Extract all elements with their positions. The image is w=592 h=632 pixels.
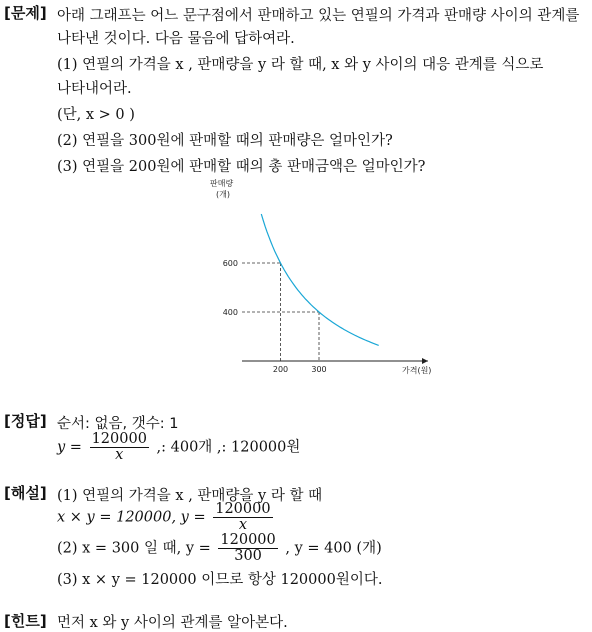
- answer-fraction: [90, 432, 149, 463]
- hint-line: 먼저 x 와 y 사이의 관계를 알아본다.: [57, 615, 288, 631]
- answer-denominator: x: [115, 447, 124, 463]
- solution-line1: (1) 연필의 가격을 x , 판매량을 y 라 할 때: [57, 488, 323, 504]
- solution-line2: [57, 502, 276, 533]
- x-axis-arrow: [422, 358, 428, 364]
- solution-line4: (3) x × y = 120000 이므로 항상 120000원이다.: [57, 572, 383, 588]
- y-tick-label: 600: [222, 259, 238, 268]
- price-sales-chart: [200, 178, 450, 378]
- solution-numerator2: 120000: [220, 532, 276, 548]
- x-tick-label: 300: [311, 365, 327, 374]
- answer-numerator: 120000: [91, 431, 147, 447]
- solution-fraction: [213, 502, 272, 533]
- problem-line: (2) 연필을 300원에 판매할 때의 판매량은 얼마인가?: [57, 133, 393, 149]
- x-axis-label: 가격(원): [402, 366, 432, 375]
- solution-numerator: 120000: [215, 501, 271, 517]
- y-axis-label: 판매량: [210, 179, 234, 188]
- solution-tag: [해설]: [4, 484, 47, 502]
- chart-labels: [210, 178, 431, 375]
- hint-tag: [힌트]: [4, 612, 47, 630]
- problem-line: 나타내어라.: [57, 81, 132, 97]
- problem-line: (단, x > 0 ): [57, 107, 135, 123]
- chart-guides: [242, 263, 319, 361]
- answer-line2: [57, 432, 300, 463]
- y-axis-label: (개): [216, 190, 230, 199]
- problem-line: (1) 연필의 가격을 x , 판매량을 y 라 할 때, x 와 y 사이의 대응 관계를 식으로: [57, 57, 544, 73]
- x-tick-label: 200: [272, 365, 289, 374]
- problem-line: 아래 그래프는 어느 문구점에서 판매하고 있는 연필의 가격과 판매량 사이의 관계를: [57, 8, 580, 24]
- answer-rest: ,: 400개 ,: 120000원: [151, 439, 301, 456]
- solution-denominator: x: [238, 517, 247, 533]
- series-curve: [261, 214, 378, 345]
- answer-line1: 순서: 없음, 갯수: 1: [57, 416, 179, 432]
- problem-tag: [문제]: [4, 4, 47, 22]
- y-tick-label: 400: [222, 308, 238, 317]
- answer-tag: [정답]: [4, 412, 47, 430]
- chart-axes: [242, 188, 428, 364]
- solution-eq2-result: , y = 400 (개): [280, 540, 382, 557]
- problem-line: (3) 연필을 200원에 판매할 때의 총 판매금액은 얼마인가?: [57, 159, 426, 175]
- solution-line3: [57, 533, 382, 564]
- problem-line: 나타낸 것이다. 다음 물음에 답하여라.: [57, 31, 295, 47]
- solution-denominator2: 300: [234, 548, 262, 564]
- answer-y-eq: y =: [57, 439, 82, 456]
- solution-eq2: (2) x = 300 일 때, y =: [57, 540, 211, 557]
- solution-fraction2: [218, 533, 277, 564]
- solution-eq: x × y = 120000, y =: [57, 509, 206, 526]
